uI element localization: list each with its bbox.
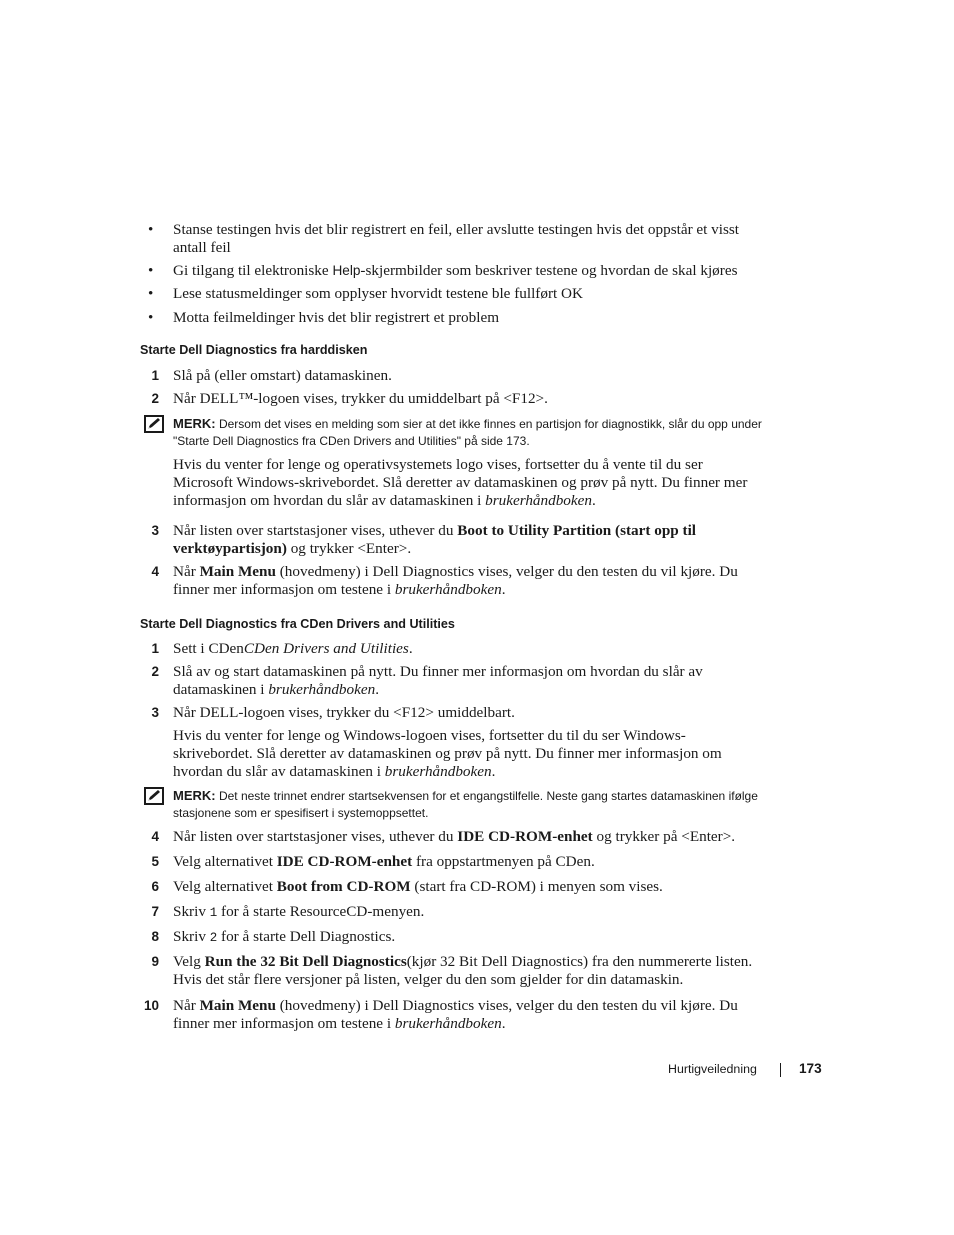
step-2: [151, 390, 765, 408]
step-number: 2: [151, 391, 159, 406]
step-text: Skriv: [173, 928, 210, 945]
step-number: 5: [151, 854, 159, 869]
step-text-rest: for å starte Dell Diagnostics.: [217, 928, 396, 945]
manual-title: brukerhåndboken: [394, 1015, 502, 1032]
footer-section-title: Hurtigveiledning: [668, 1062, 757, 1076]
step-9: [151, 953, 765, 989]
bullet-text: Lese statusmeldinger som opplyser hvorvidt testene ble fullført OK: [173, 285, 583, 302]
step-text-rest: for å starte ResourceCD-menyen.: [217, 903, 425, 920]
section-heading-harddisk: Starte Dell Diagnostics fra harddisken: [140, 343, 368, 357]
note-label: MERK:: [173, 416, 216, 431]
step-text: Sett i CDen: [173, 640, 244, 657]
bullet-text: Gi tilgang til elektroniske: [173, 262, 333, 279]
paragraph: [173, 727, 765, 781]
note-text: Dersom det vises en melding som sier at det ikke finnes en partisjon for diagnostikk, slår du opp under "Starte Dell Diagnostics fra CDen Drivers and Utilities" på side 173.: [173, 417, 762, 448]
bullet-item: [148, 285, 763, 303]
step-text: Velg alternativet: [173, 878, 277, 895]
menu-option: IDE CD-ROM-enhet: [457, 828, 593, 845]
bullet-text-rest: -skjermbilder som beskriver testene og hvordan de skal kjøres: [360, 262, 738, 279]
menu-option: IDE CD-ROM-enhet: [276, 853, 413, 870]
paragraph-text: Hvis du venter for lenge og Windows-logoen vises, fortsetter du til du ser Windows-skrivebordet. Slå deretter av datamaskinen og prøv på nytt. Du finner mer informasjon om hvordan du slår av datamaskinen i: [173, 727, 722, 780]
menu-option: Main Menu: [199, 997, 276, 1014]
step-number: 10: [143, 998, 159, 1013]
step-text-rest: og trykker på <Enter>.: [592, 828, 736, 845]
step-2: [151, 663, 765, 699]
step-text-rest: (start fra CD-ROM) i menyen som vises.: [410, 878, 663, 895]
step-text-end: .: [501, 581, 506, 598]
menu-option: Run the 32 Bit Dell Diagnostics: [204, 953, 407, 970]
bullet-item: [148, 309, 763, 327]
step-text: Når: [173, 997, 200, 1014]
step-10: [143, 997, 765, 1033]
bullet-dot: •: [148, 262, 154, 279]
step-text-end: .: [375, 681, 379, 698]
step-1: [151, 640, 765, 658]
step-text: Velg: [173, 953, 205, 970]
menu-option: Boot to Utility Partition (start opp til verktøypartisjon): [173, 522, 697, 557]
step-number: 6: [151, 879, 159, 894]
step-text-end: .: [501, 1015, 506, 1032]
manual-title: brukerhåndboken: [485, 492, 592, 509]
bullet-dot: •: [148, 309, 154, 326]
paragraph-end: .: [591, 492, 596, 509]
step-number: 3: [151, 705, 159, 720]
step-text: Slå av og start datamaskinen på nytt. Du finner mer informasjon om hvordan du slår av datamaskinen i: [173, 663, 703, 698]
help-term: Help: [332, 263, 361, 278]
step-4: [151, 828, 765, 846]
step-number: 1: [151, 368, 159, 383]
manual-title: brukerhåndboken: [384, 763, 492, 780]
step-text: Når DELL-logoen vises, trykker du <F12> umiddelbart.: [173, 704, 515, 721]
step-text-rest: fra oppstartmenyen på CDen.: [412, 853, 595, 870]
note-pencil-icon: [144, 415, 164, 433]
bullet-dot: •: [148, 221, 154, 238]
step-number: 4: [151, 829, 159, 844]
step-number: 1: [151, 641, 159, 656]
step-number: 7: [151, 904, 159, 919]
paragraph-text: Hvis du venter for lenge og operativsystemets logo vises, fortsetter du å vente til du ser Microsoft Windows-skrivebordet. Slå deretter av datamaskinen og prøv på nytt. Du finner mer informasjon om hvordan du slår av datamaskinen i: [173, 456, 748, 509]
page-number: 173: [799, 1061, 822, 1076]
step-number: 8: [151, 929, 159, 944]
note-box: [173, 787, 773, 822]
menu-option: Boot from CD-ROM: [276, 878, 411, 895]
step-6: [151, 878, 765, 896]
step-3: [151, 704, 765, 722]
step-5: [151, 853, 765, 871]
bullet-dot: •: [148, 285, 154, 302]
note-pencil-icon: [144, 787, 164, 805]
note-label: MERK:: [173, 788, 216, 803]
step-text: Når: [173, 563, 200, 580]
bullet-text: Stanse testingen hvis det blir registrert en feil, eller avslutte testingen hvis det oppstår et visst antall feil: [173, 221, 740, 256]
step-text-end: .: [408, 640, 413, 657]
key-code: 1: [209, 906, 218, 920]
section-heading-cd: Starte Dell Diagnostics fra CDen Drivers and Utilities: [140, 617, 455, 631]
step-1: [151, 367, 765, 385]
step-text: Når DELL™-logoen vises, trykker du umiddelbart på <F12>.: [173, 390, 548, 407]
manual-title: brukerhåndboken: [268, 681, 376, 698]
bullet-item: [148, 221, 763, 257]
step-text-rest: (kjør 32 Bit Dell Diagnostics) fra den nummererte listen. Hvis det står flere versjoner på listen, velger du den som gjelder for din datamaskin.: [173, 953, 753, 988]
key-code: 2: [209, 931, 218, 945]
paragraph-end: .: [491, 763, 496, 780]
step-text-rest: og trykker <Enter>.: [286, 540, 412, 557]
step-text-mid: (hovedmeny) i Dell Diagnostics vises, velger du den testen du vil kjøre. Du finner mer informasjon om testene i: [173, 563, 738, 598]
step-7: [151, 903, 765, 922]
step-text: Slå på (eller omstart) datamaskinen.: [173, 367, 392, 384]
cd-title: CDen Drivers and Utilities: [243, 640, 409, 657]
note-box: [173, 415, 773, 450]
step-text: Velg alternativet: [173, 853, 277, 870]
step-number: 9: [151, 954, 159, 969]
step-number: 3: [151, 523, 159, 538]
bullet-item: [148, 262, 763, 280]
step-number: 2: [151, 664, 159, 679]
step-text-mid: (hovedmeny) i Dell Diagnostics vises, velger du den testen du vil kjøre. Du finner mer informasjon om testene i: [173, 997, 738, 1032]
step-text: Når listen over startstasjoner vises, uthever du: [173, 828, 458, 845]
step-3: [151, 522, 765, 558]
step-number: 4: [151, 564, 159, 579]
step-text: Skriv: [173, 903, 210, 920]
note-text: Det neste trinnet endrer startsekvensen for et engangstilfelle. Neste gang startes datamaskinen ifølge stasjonene som er spesifisert i systemoppsettet.: [173, 789, 758, 820]
footer-divider: [780, 1063, 781, 1077]
paragraph: [173, 456, 765, 510]
step-8: [151, 928, 765, 947]
step-4: [151, 563, 765, 599]
step-text: Når listen over startstasjoner vises, uthever du: [173, 522, 458, 539]
menu-option: Main Menu: [199, 563, 276, 580]
bullet-text: Motta feilmeldinger hvis det blir registrert et problem: [173, 309, 500, 326]
manual-title: brukerhåndboken: [394, 581, 502, 598]
